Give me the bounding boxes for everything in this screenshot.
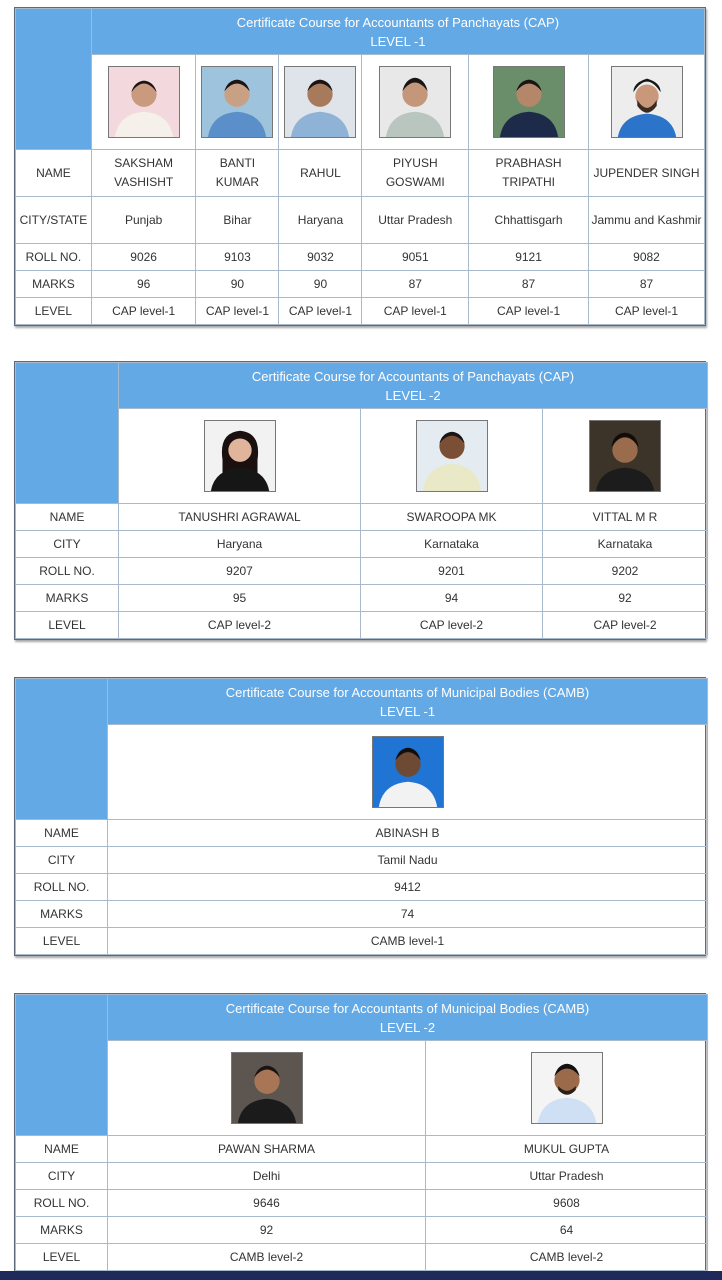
corner-cell bbox=[16, 995, 108, 1136]
name-cell: BANTI KUMAR bbox=[196, 150, 279, 197]
level-cell: CAP level-1 bbox=[589, 298, 705, 325]
row-label: CITY bbox=[16, 1163, 108, 1190]
name-cell: VITTAL M R bbox=[543, 504, 708, 531]
cap-level-1-table bbox=[14, 7, 706, 326]
section-header bbox=[91, 9, 704, 55]
photo-cell bbox=[589, 55, 705, 150]
level-cell: CAP level-1 bbox=[469, 298, 589, 325]
level-cell: CAP level-2 bbox=[119, 612, 361, 639]
level-cell: CAMB level-1 bbox=[108, 928, 708, 955]
marks-cell: 87 bbox=[362, 271, 469, 298]
course-title: Certificate Course for Accountants of Panchayats (CAP) bbox=[236, 14, 560, 30]
avatar bbox=[379, 66, 451, 138]
city-cell: Karnataka bbox=[361, 531, 543, 558]
photo-cell bbox=[543, 409, 708, 504]
corner-cell bbox=[16, 679, 108, 820]
course-level: LEVEL -2 bbox=[379, 1019, 436, 1035]
corner-cell bbox=[16, 363, 119, 504]
city-cell: Bihar bbox=[196, 197, 279, 244]
city-cell: Delhi bbox=[108, 1163, 426, 1190]
photo-cell bbox=[362, 55, 469, 150]
photo-cell bbox=[361, 409, 543, 504]
city-cell: Tamil Nadu bbox=[108, 847, 708, 874]
row-label: LEVEL bbox=[16, 298, 92, 325]
camb-level-1-table bbox=[14, 677, 706, 956]
row-label: NAME bbox=[16, 820, 108, 847]
photo-cell bbox=[108, 725, 708, 820]
avatar bbox=[493, 66, 565, 138]
row-label: ROLL NO. bbox=[16, 1190, 108, 1217]
marks-cell: 90 bbox=[196, 271, 279, 298]
level-cell: CAP level-1 bbox=[279, 298, 362, 325]
avatar bbox=[201, 66, 273, 138]
marks-cell: 96 bbox=[91, 271, 196, 298]
marks-cell: 94 bbox=[361, 585, 543, 612]
row-label: LEVEL bbox=[16, 928, 108, 955]
roll-cell: 9051 bbox=[362, 244, 469, 271]
section-header bbox=[119, 363, 708, 409]
roll-cell: 9103 bbox=[196, 244, 279, 271]
photo-cell bbox=[279, 55, 362, 150]
name-cell: JUPENDER SINGH bbox=[589, 150, 705, 197]
photo-cell bbox=[108, 1041, 426, 1136]
course-title: Certificate Course for Accountants of Municipal Bodies (CAMB) bbox=[225, 1000, 590, 1016]
cap-level-2-table bbox=[14, 361, 706, 640]
row-label: LEVEL bbox=[16, 1244, 108, 1271]
row-label: NAME bbox=[16, 504, 119, 531]
row-label: NAME bbox=[16, 150, 92, 197]
avatar bbox=[611, 66, 683, 138]
city-cell: Karnataka bbox=[543, 531, 708, 558]
photo-cell bbox=[91, 55, 196, 150]
name-cell: PAWAN SHARMA bbox=[108, 1136, 426, 1163]
name-cell: MUKUL GUPTA bbox=[426, 1136, 708, 1163]
row-label: CITY/STATE bbox=[16, 197, 92, 244]
row-label: MARKS bbox=[16, 1217, 108, 1244]
camb-level-2-table bbox=[14, 993, 706, 1272]
photo-cell bbox=[119, 409, 361, 504]
name-cell: ABINASH B bbox=[108, 820, 708, 847]
roll-cell: 9202 bbox=[543, 558, 708, 585]
marks-cell: 87 bbox=[469, 271, 589, 298]
roll-cell: 9608 bbox=[426, 1190, 708, 1217]
name-cell: SWAROOPA MK bbox=[361, 504, 543, 531]
section-header bbox=[108, 679, 708, 725]
name-cell: PIYUSH GOSWAMI bbox=[362, 150, 469, 197]
row-label: ROLL NO. bbox=[16, 558, 119, 585]
city-cell: Jammu and Kashmir bbox=[589, 197, 705, 244]
roll-cell: 9646 bbox=[108, 1190, 426, 1217]
avatar bbox=[231, 1052, 303, 1124]
city-cell: Punjab bbox=[91, 197, 196, 244]
name-cell: TANUSHRI AGRAWAL bbox=[119, 504, 361, 531]
marks-cell: 90 bbox=[279, 271, 362, 298]
level-cell: CAP level-2 bbox=[543, 612, 708, 639]
avatar bbox=[204, 420, 276, 492]
marks-cell: 95 bbox=[119, 585, 361, 612]
corner-cell bbox=[16, 9, 92, 150]
marks-cell: 87 bbox=[589, 271, 705, 298]
row-label: NAME bbox=[16, 1136, 108, 1163]
row-label: CITY bbox=[16, 531, 119, 558]
photo-cell bbox=[426, 1041, 708, 1136]
level-cell: CAP level-2 bbox=[361, 612, 543, 639]
city-cell: Haryana bbox=[119, 531, 361, 558]
roll-cell: 9201 bbox=[361, 558, 543, 585]
avatar bbox=[416, 420, 488, 492]
course-level: LEVEL -1 bbox=[370, 33, 426, 49]
level-cell: CAMB level-2 bbox=[426, 1244, 708, 1271]
course-level: LEVEL -1 bbox=[379, 703, 436, 719]
photo-cell bbox=[196, 55, 279, 150]
avatar bbox=[108, 66, 180, 138]
marks-cell: 92 bbox=[543, 585, 708, 612]
roll-cell: 9082 bbox=[589, 244, 705, 271]
roll-cell: 9412 bbox=[108, 874, 708, 901]
roll-cell: 9207 bbox=[119, 558, 361, 585]
row-label: MARKS bbox=[16, 901, 108, 928]
name-cell: PRABHASH TRIPATHI bbox=[469, 150, 589, 197]
marks-cell: 74 bbox=[108, 901, 708, 928]
name-cell: SAKSHAM VASHISHT bbox=[91, 150, 196, 197]
avatar bbox=[531, 1052, 603, 1124]
city-cell: Haryana bbox=[279, 197, 362, 244]
row-label: CITY bbox=[16, 847, 108, 874]
course-level: LEVEL -2 bbox=[385, 387, 441, 403]
level-cell: CAP level-1 bbox=[196, 298, 279, 325]
level-cell: CAP level-1 bbox=[362, 298, 469, 325]
photo-cell bbox=[469, 55, 589, 150]
row-label: ROLL NO. bbox=[16, 874, 108, 901]
avatar bbox=[372, 736, 444, 808]
city-cell: Uttar Pradesh bbox=[426, 1163, 708, 1190]
section-header bbox=[108, 995, 708, 1041]
course-title: Certificate Course for Accountants of Panchayats (CAP) bbox=[251, 368, 575, 384]
avatar bbox=[589, 420, 661, 492]
row-label: ROLL NO. bbox=[16, 244, 92, 271]
roll-cell: 9026 bbox=[91, 244, 196, 271]
city-cell: Uttar Pradesh bbox=[362, 197, 469, 244]
roll-cell: 9121 bbox=[469, 244, 589, 271]
row-label: MARKS bbox=[16, 585, 119, 612]
marks-cell: 92 bbox=[108, 1217, 426, 1244]
level-cell: CAMB level-2 bbox=[108, 1244, 426, 1271]
roll-cell: 9032 bbox=[279, 244, 362, 271]
avatar bbox=[284, 66, 356, 138]
row-label: MARKS bbox=[16, 271, 92, 298]
level-cell: CAP level-1 bbox=[91, 298, 196, 325]
row-label: LEVEL bbox=[16, 612, 119, 639]
footer-bar bbox=[0, 1271, 722, 1280]
course-title: Certificate Course for Accountants of Municipal Bodies (CAMB) bbox=[225, 684, 590, 700]
name-cell: RAHUL bbox=[279, 150, 362, 197]
city-cell: Chhattisgarh bbox=[469, 197, 589, 244]
marks-cell: 64 bbox=[426, 1217, 708, 1244]
